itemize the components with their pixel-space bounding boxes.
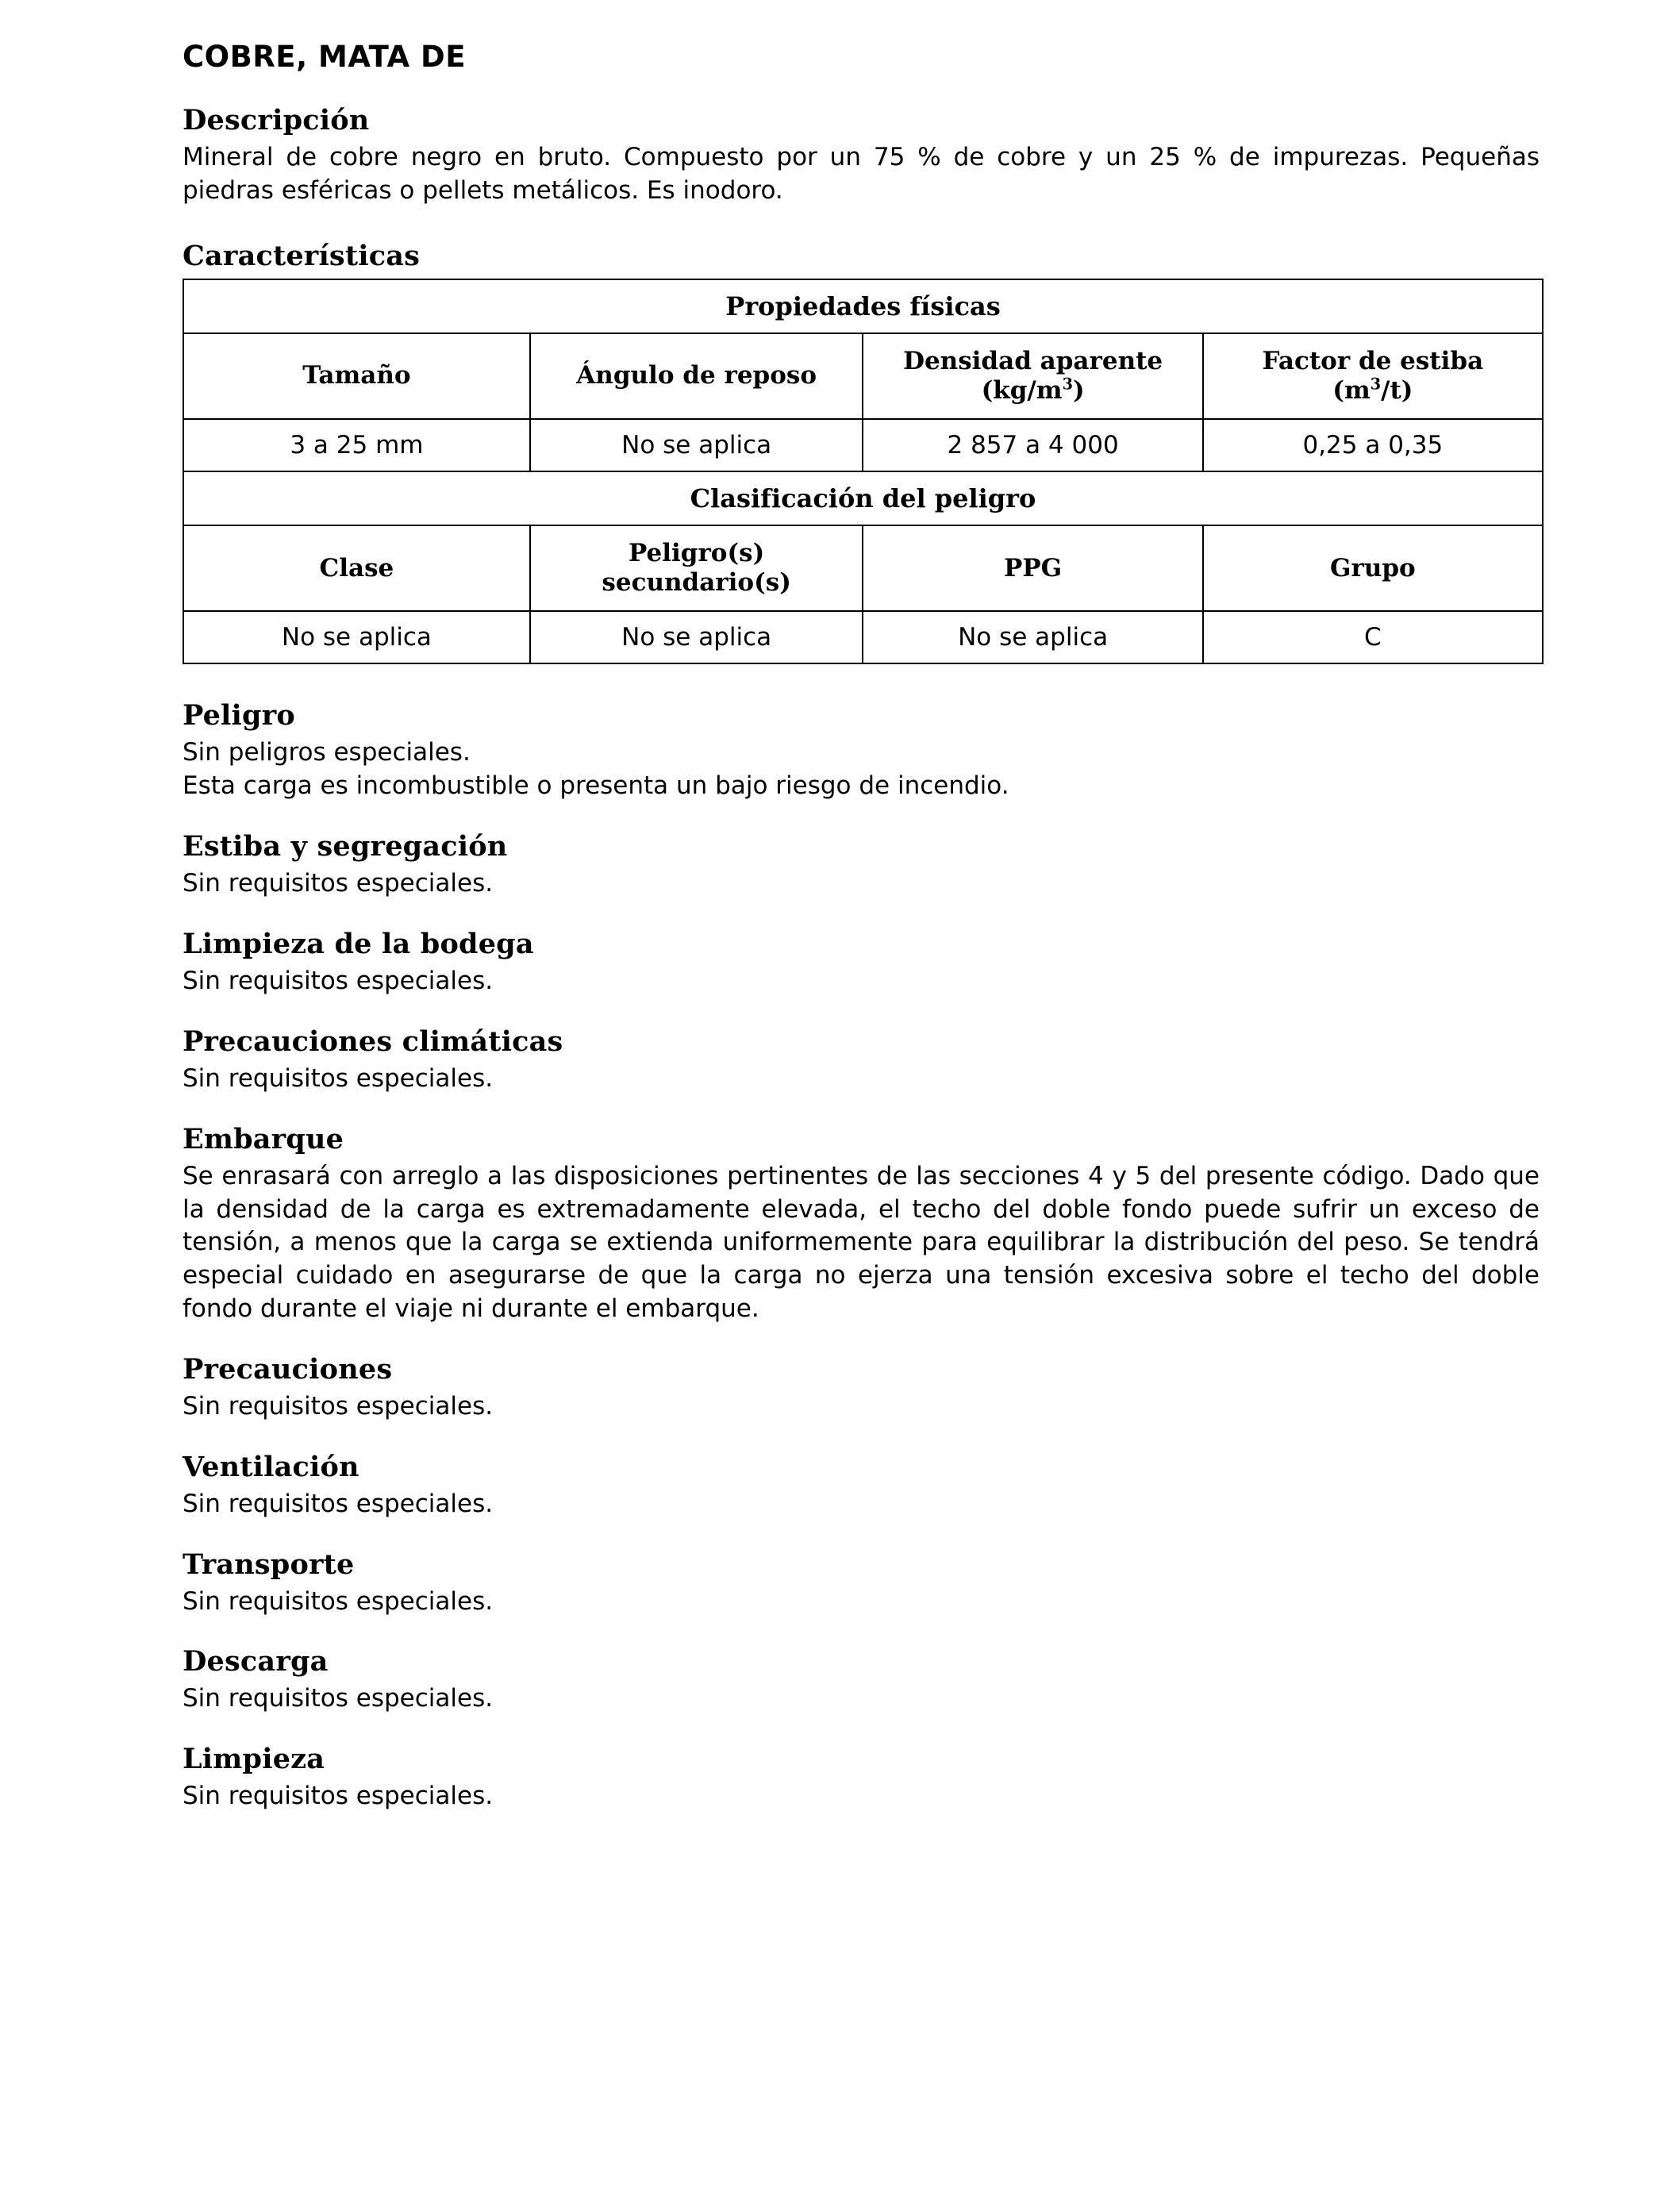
header-secondary-hazard-line1: Peligro(s) bbox=[629, 539, 765, 568]
section-paragraph: Se enrasará con arreglo a las disposiciones pertinentes de las secciones 4 y 5 del presente código. Dado que la densidad de la carga es extremadamente elevada, el techo del doble fondo puede sufrir un exceso de tensión, a menos que la carga se extienda uniformemente para equilibrar la distribución del peso. Se tendrá especial cuidado en asegurarse de que la carga no ejerza una tensión excesiva sobre el techo del doble fondo durante el viaje ni durante el embarque. bbox=[183, 1161, 1540, 1324]
value-ppg: No se aplica bbox=[863, 611, 1202, 663]
section-estiba-y-segregacion bbox=[183, 830, 1624, 901]
header-group: Grupo bbox=[1203, 525, 1543, 611]
section-heading-descripcion: Descripción bbox=[183, 104, 370, 136]
header-bulk-density-line1: Densidad aparente bbox=[903, 346, 1163, 375]
section-paragraph: Sin requisitos especiales. bbox=[183, 1391, 494, 1421]
page-title: COBRE, MATA DE bbox=[183, 40, 466, 74]
value-group: C bbox=[1203, 611, 1543, 663]
section-heading-transporte: Transporte bbox=[183, 1547, 355, 1581]
header-stowage-factor bbox=[1203, 333, 1543, 419]
section-paragraph: Sin requisitos especiales. bbox=[183, 1684, 494, 1713]
section-ventilacion bbox=[183, 1451, 1624, 1521]
header-class: Clase bbox=[183, 525, 530, 611]
section-paragraph: Sin peligros especiales. bbox=[183, 738, 471, 767]
section-paragraph: Sin requisitos especiales. bbox=[183, 1782, 494, 1811]
header-bulk-density-unit-post: ) bbox=[1072, 375, 1085, 405]
section-heading-embarque: Embarque bbox=[183, 1122, 344, 1155]
section-heading-precauciones-climaticas: Precauciones climáticas bbox=[183, 1025, 563, 1058]
table-banner-hazard: Clasificación del peligro bbox=[183, 471, 1543, 525]
table-row bbox=[183, 525, 1543, 611]
section-descarga bbox=[183, 1645, 1624, 1716]
section-descripcion bbox=[183, 104, 1624, 208]
section-heading-precauciones: Precauciones bbox=[183, 1352, 393, 1386]
section-heading-limpieza: Limpieza bbox=[183, 1743, 325, 1776]
header-secondary-hazard-line2: secundario(s) bbox=[602, 568, 791, 598]
section-paragraph: Sin requisitos especiales. bbox=[183, 1489, 494, 1518]
table-banner-physical: Propiedades físicas bbox=[183, 279, 1543, 333]
table-row bbox=[183, 333, 1543, 419]
section-limpieza-de-la-bodega bbox=[183, 928, 1624, 998]
section-paragraph: Sin requisitos especiales. bbox=[183, 869, 494, 898]
section-transporte bbox=[183, 1548, 1624, 1619]
value-secondary-hazard: No se aplica bbox=[530, 611, 863, 663]
header-size: Tamaño bbox=[183, 333, 530, 419]
section-paragraph: Sin requisitos especiales. bbox=[183, 1586, 494, 1616]
section-precauciones bbox=[183, 1353, 1624, 1424]
header-stowage-factor-line1: Factor de estiba bbox=[1262, 346, 1484, 375]
header-stowage-factor-unit-post: /t) bbox=[1381, 375, 1413, 405]
header-ppg: PPG bbox=[863, 525, 1202, 611]
header-secondary-hazard bbox=[530, 525, 863, 611]
section-paragraph: Esta carga es incombustible o presenta un bajo riesgo de incendio. bbox=[183, 771, 1009, 801]
section-heading-ventilacion: Ventilación bbox=[183, 1450, 359, 1483]
section-precauciones-climaticas bbox=[183, 1025, 1624, 1096]
value-stowage-factor: 0,25 a 0,35 bbox=[1203, 419, 1543, 471]
section-heading-peligro: Peligro bbox=[183, 699, 295, 732]
section-heading-descarga: Descarga bbox=[183, 1645, 329, 1678]
value-class: No se aplica bbox=[183, 611, 530, 663]
header-stowage-factor-unit-sup: 3 bbox=[1370, 375, 1382, 394]
value-bulk-density: 2 857 a 4 000 bbox=[863, 419, 1202, 471]
section-limpieza bbox=[183, 1743, 1624, 1813]
table-row bbox=[183, 611, 1543, 663]
header-stowage-factor-unit-pre: (m bbox=[1332, 375, 1371, 405]
table-row bbox=[183, 419, 1543, 471]
header-bulk-density-unit-sup: 3 bbox=[1062, 375, 1073, 394]
section-caracteristicas bbox=[183, 240, 1624, 665]
section-paragraph: Sin requisitos especiales. bbox=[183, 966, 494, 995]
section-heading-caracteristicas: Características bbox=[183, 239, 420, 272]
section-embarque bbox=[183, 1123, 1624, 1326]
section-paragraph: Mineral de cobre negro en bruto. Compuesto por un 75 % de cobre y un 25 % de impurezas. Pequeñas piedras esféricas o pellets metálicos. Es inodoro. bbox=[183, 143, 1540, 205]
table-row bbox=[183, 471, 1543, 525]
value-angle-of-repose: No se aplica bbox=[530, 419, 863, 471]
header-bulk-density bbox=[863, 333, 1202, 419]
header-angle-of-repose: Ángulo de reposo bbox=[530, 333, 863, 419]
table-row bbox=[183, 279, 1543, 333]
section-paragraph: Sin requisitos especiales. bbox=[183, 1063, 494, 1093]
value-size: 3 a 25 mm bbox=[183, 419, 530, 471]
section-heading-limpieza-de-la-bodega: Limpieza de la bodega bbox=[183, 927, 534, 960]
section-peligro bbox=[183, 699, 1624, 803]
characteristics-table bbox=[183, 279, 1544, 665]
section-heading-estiba-y-segregacion: Estiba y segregación bbox=[183, 830, 508, 863]
header-bulk-density-unit-pre: (kg/m bbox=[981, 375, 1063, 405]
